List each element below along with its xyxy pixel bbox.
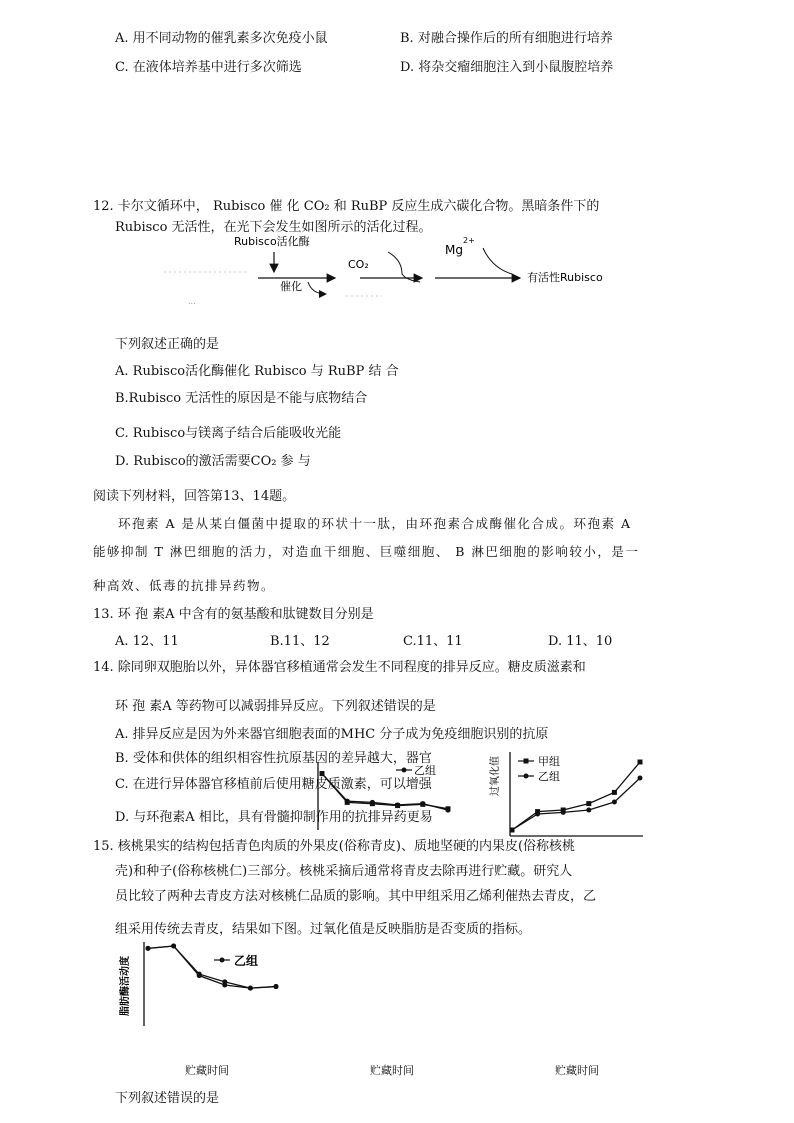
q11-option-a: A. 用不同动物的催乳素多次免疫小鼠 [115,31,328,46]
chart-2-series-2-point-3 [370,800,375,805]
mg-curve [483,248,512,274]
q12-option-c: C. Rubisco与镁离子结合后能吸收光能 [115,426,342,441]
active-rubisco-label: 有活性Rubisco [527,271,603,284]
q12-option-b: B.Rubisco 无活性的原因是不能与底物结合 [115,391,368,406]
q14-option-b: B. 受体和供体的组织相容性抗原基因的差异越大，器官 [115,751,432,766]
chart-3-xlabel: 贮藏时间 [555,1064,599,1077]
diagram-stray-mark: ... [188,297,196,306]
chart-1-series-2-point-6 [274,984,279,989]
q14-option-d: D. 与环孢素A 相比，具有骨髓抑制作用的抗排异药更易 [115,810,433,825]
q15-stem-line2: 壳)和种子(俗称核桃仁)三部分。核桃采摘后通常将青皮去除再进行贮藏。研究人 [115,864,573,879]
q12-option-a: A. Rubisco活化酶催化 Rubisco 与 RuBP 结 合 [115,364,399,379]
q15-stem-line4: 组采用传统去青皮，结果如下图。过氧化值是反映脂肪是否变质的指标。 [115,922,532,937]
chart-1-series-2-point-3 [197,972,202,977]
chart-3-series-2-point-2 [535,812,540,817]
co2-label: CO₂ [348,258,369,271]
q14-stem-line1: 14. 除同卵双胞胎以外，异体器官移植通常会发生不同程度的排异反应。糖皮质滋素和 [93,660,586,675]
chart-3-series-2-point-5 [612,800,617,805]
q15-stem-line3: 员比较了两种去青皮方法对核桃仁品质的影响。其中甲组采用乙烯利催热去青皮，乙 [115,889,597,904]
chart-2-series-2-point-1 [320,771,325,776]
q11-option-d: D. 将杂交瘤细胞注入到小鼠腹腔培养 [400,60,614,75]
q14-stem-line2: 环 孢 素A 等药物可以减弱排异反应。下列叙述错误的是 [115,699,436,714]
q15-stem-line1: 15. 核桃果实的结构包括青色肉质的外果皮(俗称青皮)、质地坚硬的内果皮(俗称核桃 [93,839,576,854]
q11-option-b: B. 对融合操作后的所有细胞进行培养 [400,31,613,46]
q13-option-a: A. 12、11 [115,634,179,649]
material-line2: 能够抑制 T 淋巴细胞的活力，对造血干细胞、巨噬细胞、 B 淋巴细胞的影响较小，是一 [93,544,640,559]
chart-1-ylabel: 脂肪酶活动度 [120,956,131,1016]
chart-2-series-2-point-2 [345,799,350,804]
chart-2-xlabel: 贮藏时间 [370,1064,414,1077]
chart-3-series-1-point-4 [586,801,591,806]
chart-3-series-2-point-3 [561,810,566,815]
rubisco-activase-label: Rubisco活化酶 [234,235,310,248]
chart-2 [308,758,458,836]
chart-3-series-2-point-6 [638,776,643,781]
chart-2-legend-marker [402,768,407,773]
chart-2-series-2-point-4 [395,802,400,807]
q13-option-c: C.11、11 [403,634,463,649]
q13-option-d: D. 11、10 [548,634,613,649]
chart-1-xlabel: 贮藏时间 [185,1064,229,1077]
chart-1 [114,940,284,1030]
q12-option-d: D. Rubisco的激活需要CO₂ 参 与 [115,454,311,469]
chart-3-series-1-point-6 [638,760,643,765]
chart-3-legend-marker-a [524,759,529,764]
q14-option-a: A. 排异反应是因为外来器官细胞表面的MHC 分子成为免疫细胞识别的抗原 [115,727,549,742]
chart-3-series-2-point-4 [586,808,591,813]
chart-1-series-2-point-2 [171,944,176,949]
chart-1-series-2-point-4 [222,979,227,984]
chart-3-legend-marker-b [524,774,529,779]
material-line3: 种高效、低毒的抗排异药物。 [93,578,276,593]
material-line1: 环孢素 A 是从某白僵菌中提取的环状十一肽，由环孢素合成酶催化合成。环孢素 A [118,516,632,531]
chart-2-series-2-point-6 [446,808,451,813]
chart-3 [488,748,648,842]
chart-1-legend-label: 乙组 [234,954,259,968]
chart-1-series-2-point-1 [146,946,151,951]
chart-1-series-2-point-5 [248,986,253,991]
material-intro: 阅读下列材料，回答第13、14题。 [93,489,296,504]
catalyze-curve-arrow [308,282,326,294]
rubisco-activation-diagram [150,230,650,310]
q12-stem-line1: 12. 卡尔文循环中， Rubisco 催 化 CO₂ 和 RuBP 反应生成六碳化合物。黑暗条件下的 [93,199,600,214]
chart-3-series-2-point-1 [510,828,515,833]
q15-lead: 下列叙述错误的是 [115,1091,220,1106]
q14-option-c: C. 在进行异体器官移植前后使用糖皮质激素，可以增强 [115,777,432,792]
chart-3-ylabel: 过氧化值 [490,756,501,796]
chart-1-legend-marker [220,958,225,963]
q11-option-c: C. 在液体培养基中进行多次筛选 [115,60,302,75]
mg-charge: 2+ [463,236,475,245]
q12-stem-line2: Rubisco 无活性，在光下会发生如图所示的活化过程。 [115,220,432,235]
mg-label: Mg [445,243,463,257]
chart-2-series-2-point-5 [420,801,425,806]
catalyze-label: 催化 [280,280,302,293]
chart-3-series-1-point-5 [612,790,617,795]
chart-3-legend-label-a: 甲组 [538,755,560,768]
q12-lead: 下列叙述正确的是 [115,337,220,352]
chart-2-legend-label: 乙组 [414,764,436,777]
q13-stem: 13. 环 孢 素A 中含有的氨基酸和肽键数目分别是 [93,607,374,622]
q13-option-b: B.11、12 [270,634,330,649]
chart-3-legend-label-b: 乙组 [538,770,560,783]
